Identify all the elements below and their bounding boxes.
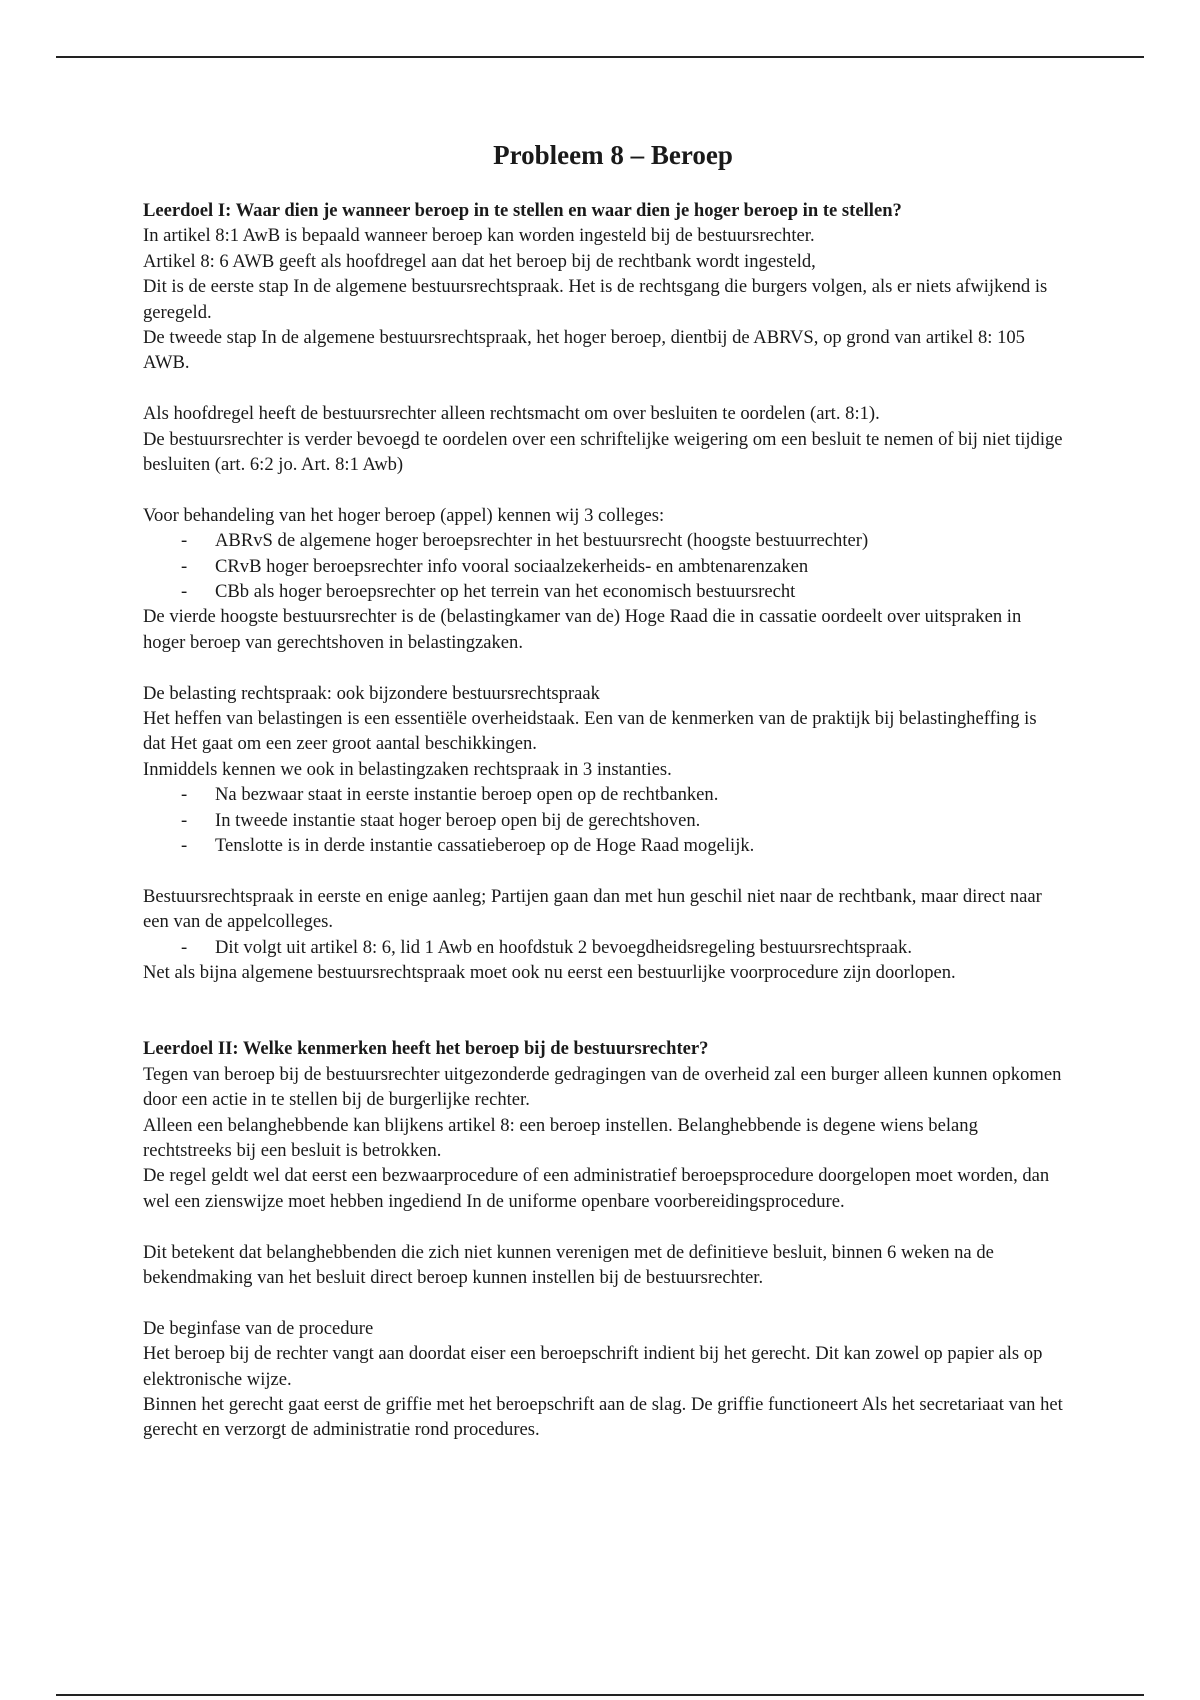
paragraph: Bestuursrechtspraak in eerste en enige aanleg; Partijen gaan dan met hun geschil niet naar de rechtbank, maar direct naar een van de appelcolleges.: [143, 885, 1042, 933]
paragraph: De regel geldt wel dat eerst een bezwaarprocedure of een administratief beroepsprocedure doorgelopen moet worden, dan wel een zienswijze moet hebben ingediend In de uniforme openbare voorbereidingsprocedure.: [143, 1165, 1050, 1212]
section-heading: Leerdoel I: Waar dien je wanneer beroep in te stellen en waar dien je hoger beroep in te stellen?: [143, 200, 902, 221]
footer-rule: [56, 1694, 1144, 1696]
aanleg-list: [143, 935, 1063, 960]
section-leerdoel-1: [143, 198, 1063, 986]
paragraph: Als hoofdregel heeft de bestuursrechter alleen rechtsmacht om over besluiten te oordelen (art. 8:1).: [143, 403, 880, 425]
paragraph: Dit betekent dat belanghebbenden die zich niet kunnen verenigen met de definitieve besluit, binnen 6 weken na de bekendmaking van het besluit direct beroep kunnen instellen bij de bestuursrechter.: [143, 1241, 994, 1288]
list-item: - CRvB hoger beroepsrechter info vooral sociaalzekerheids- en ambtenarenzaken: [143, 554, 1063, 579]
paragraph: Tegen van beroep bij de bestuursrechter uitgezonderde gedragingen van de overheid zal een burger alleen kunnen opkomen door een actie in te stellen bij de burgerlijke rechter.: [143, 1063, 1062, 1111]
paragraph: De beginfase van de procedure: [143, 1317, 374, 1339]
paragraph: Voor behandeling van het hoger beroep (appel) kennen wij 3 colleges:: [143, 504, 665, 526]
list-item: - ABRvS de algemene hoger beroepsrechter in het bestuursrecht (hoogste bestuurrechter): [143, 528, 1063, 553]
paragraph: De bestuursrechter is verder bevoegd te oordelen over een schriftelijke weigering om een besluit te nemen of bij niet tijdige besluiten (art. 6:2 jo. Art. 8:1 Awb): [143, 428, 1063, 476]
paragraph: Net als bijna algemene bestuursrechtspraak moet ook nu eerst een bestuurlijke voorprocedure zijn doorlopen.: [143, 962, 956, 984]
list-item: - Tenslotte is in derde instantie cassatieberoep op de Hoge Raad mogelijk.: [143, 833, 1063, 858]
paragraph: Het beroep bij de rechter vangt aan doordat eiser een beroepschrift indient bij het gerecht. Dit kan zowel op papier als op elektronische wijze.: [143, 1343, 1043, 1390]
paragraph: Inmiddels kennen we ook in belastingzaken rechtspraak in 3 instanties.: [143, 758, 672, 780]
document-page: [143, 138, 1063, 1443]
instanties-list: [143, 782, 1063, 858]
list-item: - Na bezwaar staat in eerste instantie beroep open op de rechtbanken.: [143, 782, 1063, 807]
paragraph: Alleen een belanghebbende kan blijkens artikel 8: een beroep instellen. Belanghebbende is degene wiens belang rechtstreeks bij een besluit is betrokken.: [143, 1114, 978, 1161]
paragraph: De vierde hoogste bestuursrechter is de (belastingkamer van de) Hoge Raad die in cassatie oordeelt over uitspraken in hoger beroep van gerechtshoven in belastingzaken.: [143, 606, 1022, 653]
paragraph: De belasting rechtspraak: ook bijzondere bestuursrechtspraak: [143, 682, 600, 704]
colleges-list: [143, 528, 1063, 604]
list-item: - In tweede instantie staat hoger beroep open bij de gerechtshoven.: [143, 808, 1063, 833]
page-title: Probleem 8 – Beroep: [493, 140, 733, 170]
paragraph: In artikel 8:1 AwB is bepaald wanneer beroep kan worden ingesteld bij de bestuursrechter.: [143, 225, 815, 247]
list-item: - CBb als hoger beroepsrechter op het terrein van het economisch bestuursrecht: [143, 579, 1063, 604]
paragraph: De tweede stap In de algemene bestuursrechtspraak, het hoger beroep, dientbij de ABRVS, op grond van artikel 8: 105 AWB.: [143, 327, 1025, 374]
section-heading: Leerdoel II: Welke kenmerken heeft het beroep bij de bestuursrechter?: [143, 1038, 709, 1060]
section-leerdoel-2: [143, 1036, 1063, 1442]
paragraph: Het heffen van belastingen is een essentiële overheidstaak. Een van de kenmerken van de praktijk bij belastingheffing is dat Het gaat om een zeer groot aantal beschikkingen.: [143, 708, 1037, 755]
paragraph: Binnen het gerecht gaat eerst de griffie met het beroepschrift aan de slag. De griffie functioneert Als het secretariaat van het gerecht en verzorgt de administratie rond procedures.: [143, 1393, 1063, 1441]
paragraph: Artikel 8: 6 AWB geeft als hoofdregel aan dat het beroep bij de rechtbank wordt ingesteld,: [143, 250, 816, 272]
list-item: - Dit volgt uit artikel 8: 6, lid 1 Awb en hoofdstuk 2 bevoegdheidsregeling bestuursrechtspraak.: [143, 935, 1063, 960]
paragraph: Dit is de eerste stap In de algemene bestuursrechtspraak. Het is de rechtsgang die burgers volgen, als er niets afwijkend is geregeld.: [143, 276, 1048, 323]
header-rule: [56, 56, 1144, 58]
